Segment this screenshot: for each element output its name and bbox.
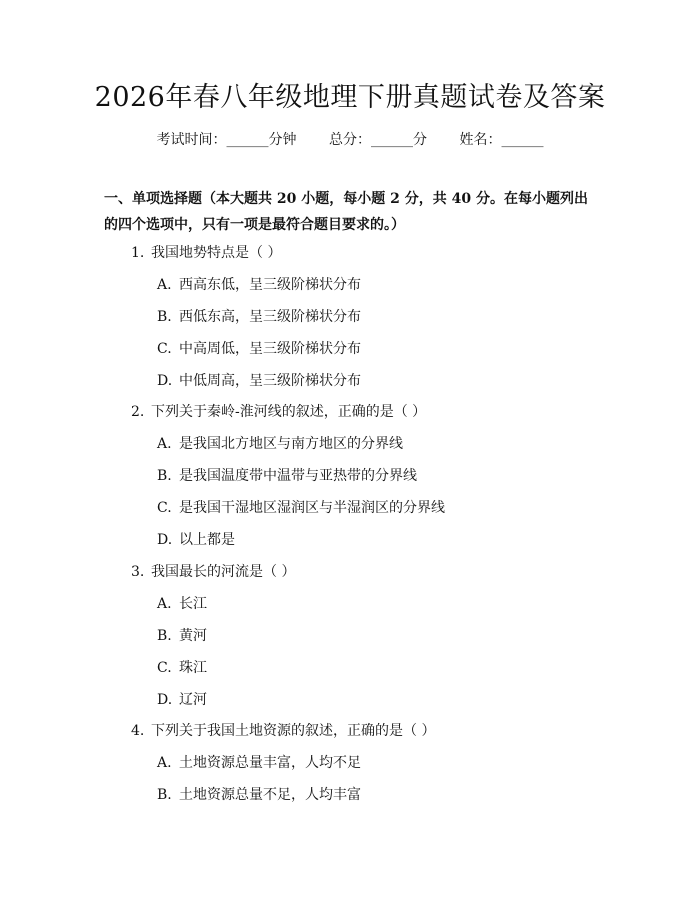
student-name-field: 姓名：______	[459, 132, 544, 148]
option-letter: B.	[157, 468, 172, 484]
option-letter: B.	[157, 628, 172, 644]
option-text: 土地资源总量不足，人均丰富	[179, 787, 361, 803]
option-letter: A.	[157, 596, 172, 612]
option-text: 土地资源总量丰富，人均不足	[179, 755, 361, 771]
option-4b	[157, 785, 361, 805]
option-letter: D.	[157, 692, 173, 708]
exam-info	[0, 130, 700, 150]
option-letter: C.	[157, 341, 172, 357]
option-3c	[157, 658, 207, 678]
option-text: 是我国干湿地区湿润区与半湿润区的分界线	[179, 500, 445, 516]
question-text: 下列关于秦岭-淮河线的叙述，正确的是（ ）	[151, 404, 427, 420]
question-number: 1.	[131, 245, 145, 261]
document-title: 2026年春八年级地理下册真题试卷及答案	[94, 82, 606, 113]
option-letter: D.	[157, 532, 173, 548]
option-2b	[157, 466, 417, 486]
question-number: 3.	[131, 564, 145, 580]
option-letter: A.	[157, 755, 172, 771]
option-1c	[157, 339, 361, 359]
option-letter: C.	[157, 660, 172, 676]
option-text: 以上都是	[179, 532, 235, 548]
option-3d	[157, 690, 207, 710]
option-letter: B.	[157, 787, 172, 803]
exam-time-field: 考试时间：______分钟	[156, 132, 297, 148]
option-text: 是我国北方地区与南方地区的分界线	[179, 436, 403, 452]
option-1d	[157, 371, 361, 391]
total-score-field: 总分：______分	[329, 132, 427, 148]
option-letter: A.	[157, 277, 172, 293]
question-number: 2.	[131, 404, 145, 420]
option-1a	[157, 275, 361, 295]
question-text: 下列关于我国土地资源的叙述，正确的是（ ）	[151, 723, 436, 739]
question-1	[131, 243, 281, 263]
option-2a	[157, 434, 403, 454]
option-text: 长江	[179, 596, 207, 612]
option-text: 中高周低，呈三级阶梯状分布	[179, 341, 361, 357]
option-letter: C.	[157, 500, 172, 516]
question-text: 我国地势特点是（ ）	[151, 245, 282, 261]
option-2c	[157, 498, 445, 518]
option-text: 中低周高，呈三级阶梯状分布	[179, 373, 361, 389]
option-text: 是我国温度带中温带与亚热带的分界线	[179, 468, 417, 484]
option-3b	[157, 626, 207, 646]
option-text: 西低东高，呈三级阶梯状分布	[179, 309, 361, 325]
question-4	[131, 721, 435, 741]
option-text: 黄河	[179, 628, 207, 644]
option-2d	[157, 530, 235, 550]
option-text: 辽河	[179, 692, 207, 708]
section-heading: 一、单项选择题（本大题共 20 小题，每小题 2 分，共 40 分。在每小题列出的四个选项中，只有一项是最符合题目要求的。）	[104, 191, 588, 233]
option-text: 珠江	[179, 660, 207, 676]
option-text: 西高东低，呈三级阶梯状分布	[179, 277, 361, 293]
option-letter: A.	[157, 436, 172, 452]
option-letter: B.	[157, 309, 172, 325]
option-3a	[157, 594, 207, 614]
question-2	[131, 402, 426, 422]
question-number: 4.	[131, 723, 145, 739]
question-text: 我国最长的河流是（ ）	[151, 564, 296, 580]
question-3	[131, 562, 295, 582]
option-1b	[157, 307, 361, 327]
option-4a	[157, 753, 361, 773]
option-letter: D.	[157, 373, 173, 389]
